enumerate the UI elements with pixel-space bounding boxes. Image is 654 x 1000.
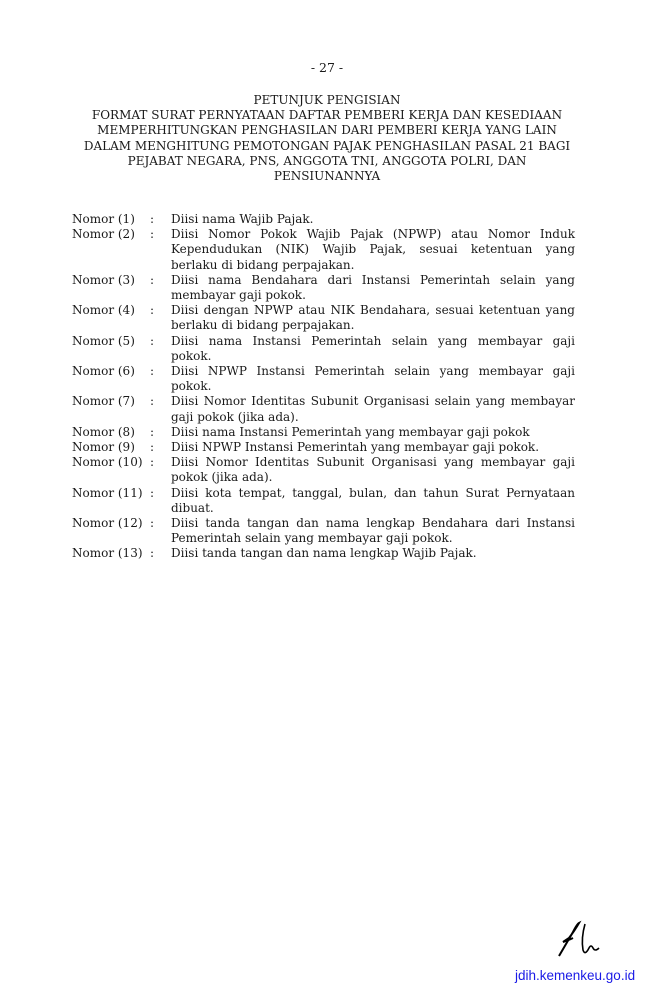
item-label: Nomor (3)	[72, 272, 135, 287]
item-description	[171, 303, 575, 333]
title-line: PEJABAT NEGARA, PNS, ANGGOTA TNI, ANGGOTA POLRI, DAN	[127, 153, 527, 168]
item-colon: :	[150, 303, 155, 318]
item-description	[171, 546, 575, 561]
item-colon: :	[150, 364, 155, 379]
item-colon: :	[150, 440, 155, 455]
description-line: Diisi kota tempat, tanggal, bulan, dan tahun Surat Pernyataan	[171, 485, 575, 500]
item-label: Nomor (12)	[72, 516, 143, 531]
list-item	[72, 546, 582, 561]
list-item	[72, 334, 582, 364]
description-line: berlaku di bidang perpajakan.	[171, 257, 355, 272]
list-item	[72, 227, 582, 273]
description-line: Kependudukan (NIK) Wajib Pajak, sesuai ketentuan yang	[171, 242, 575, 257]
signature-initials	[555, 918, 605, 964]
description-line: pokok.	[171, 379, 212, 394]
document-title	[60, 93, 594, 184]
description-line: gaji pokok (jika ada).	[171, 409, 299, 424]
item-label: Nomor (2)	[72, 227, 135, 242]
item-colon: :	[150, 424, 155, 439]
list-item	[72, 425, 582, 440]
item-label: Nomor (7)	[72, 394, 135, 409]
description-line: membayar gaji pokok.	[171, 288, 306, 303]
list-item	[72, 364, 582, 394]
list-item	[72, 440, 582, 455]
item-colon: :	[150, 227, 155, 242]
item-colon: :	[150, 272, 155, 287]
item-label: Nomor (6)	[72, 364, 135, 379]
item-description	[171, 440, 575, 455]
item-description	[171, 227, 575, 273]
description-line: Diisi dengan NPWP atau NIK Bendahara, sesuai ketentuan yang	[171, 303, 575, 318]
title-line: DALAM MENGHITUNG PEMOTONGAN PAJAK PENGHASILAN PASAL 21 BAGI	[83, 138, 571, 153]
page-number: - 27 -	[310, 60, 344, 75]
list-item	[72, 516, 582, 546]
title-line: PETUNJUK PENGISIAN	[253, 93, 401, 107]
item-description	[171, 273, 575, 303]
title-line: PENSIUNANNYA	[273, 169, 381, 184]
description-line: Pemerintah selain yang membayar gaji pokok.	[171, 531, 453, 546]
item-colon: :	[150, 455, 155, 470]
item-label: Nomor (11)	[72, 485, 143, 500]
description-line: berlaku di bidang perpajakan.	[171, 318, 355, 333]
item-description	[171, 212, 575, 227]
item-label: Nomor (1)	[72, 212, 135, 226]
item-colon: :	[150, 485, 155, 500]
item-description	[171, 334, 575, 364]
list-item	[72, 455, 582, 485]
item-description	[171, 394, 575, 424]
list-item	[72, 303, 582, 333]
item-description	[171, 516, 575, 546]
item-label: Nomor (9)	[72, 440, 135, 455]
item-colon: :	[150, 546, 155, 561]
description-line: Diisi Nomor Pokok Wajib Pajak (NPWP) atau Nomor Induk	[171, 227, 575, 242]
description-line: dibuat.	[171, 500, 214, 515]
description-line: Diisi nama Instansi Pemerintah selain yang membayar gaji	[171, 333, 575, 348]
description-line: Diisi NPWP Instansi Pemerintah yang membayar gaji pokok.	[171, 440, 540, 455]
item-description	[171, 425, 575, 440]
item-colon: :	[150, 333, 155, 348]
description-line: Diisi tanda tangan dan nama lengkap Wajib Pajak.	[171, 546, 477, 561]
item-description	[171, 364, 575, 394]
description-line: Diisi nama Wajib Pajak.	[171, 212, 314, 226]
list-item	[72, 212, 582, 227]
item-label: Nomor (5)	[72, 333, 135, 348]
item-label: Nomor (10)	[72, 455, 143, 470]
description-line: Diisi tanda tangan dan nama lengkap Bendahara dari Instansi	[171, 516, 575, 531]
title-line: MEMPERHITUNGKAN PENGHASILAN DARI PEMBERI KERJA YANG LAIN	[97, 123, 557, 138]
list-item	[72, 486, 582, 516]
footer-link[interactable]: jdih.kemenkeu.go.id	[515, 968, 636, 983]
item-label: Nomor (8)	[72, 424, 135, 439]
item-colon: :	[150, 212, 155, 226]
description-line: Diisi NPWP Instansi Pemerintah selain yang membayar gaji	[171, 364, 575, 379]
item-description	[171, 455, 575, 485]
description-line: pokok.	[171, 348, 212, 363]
list-item	[72, 273, 582, 303]
description-line: pokok (jika ada).	[171, 470, 273, 485]
instruction-list	[72, 212, 582, 562]
item-colon: :	[150, 394, 155, 409]
description-line: Diisi nama Instansi Pemerintah yang membayar gaji pokok	[171, 424, 530, 439]
title-line: FORMAT SURAT PERNYATAAN DAFTAR PEMBERI KERJA DAN KESEDIAAN	[91, 108, 563, 123]
item-colon: :	[150, 516, 155, 531]
item-label: Nomor (4)	[72, 303, 135, 318]
description-line: Diisi Nomor Identitas Subunit Organisasi selain yang membayar	[171, 394, 575, 409]
item-label: Nomor (13)	[72, 546, 143, 561]
description-line: Diisi Nomor Identitas Subunit Organisasi yang membayar gaji	[171, 455, 575, 470]
item-description	[171, 486, 575, 516]
list-item	[72, 394, 582, 424]
description-line: Diisi nama Bendahara dari Instansi Pemerintah selain yang	[171, 272, 575, 287]
